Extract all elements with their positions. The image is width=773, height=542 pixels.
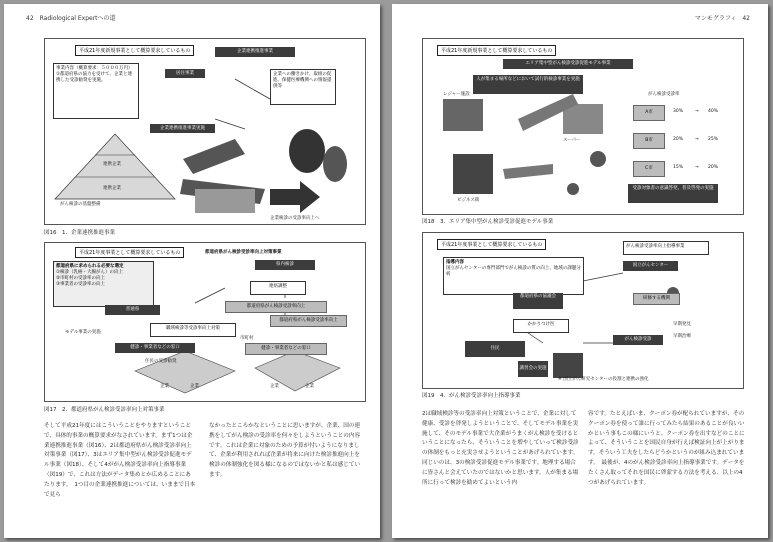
figure-19-guide [443, 257, 584, 295]
figure-19 [422, 232, 744, 389]
figure-17-list-item: ①検診（乳癌・大腸がん）の向上 [56, 270, 124, 275]
figure-18-rate-arrow: → [695, 137, 699, 142]
figure-17-coordination: 連絡調整 [250, 281, 306, 295]
figure-16-left-text: ①都道府県の協力を受けて、企業と連携した受診勧奨を実施。 [56, 72, 132, 83]
figure-17-circle: 企業 [305, 384, 314, 389]
left-page-body-column-2 [209, 422, 364, 527]
figure-17-program: 都道府県がん検診受診率向上対策事業 [205, 250, 282, 255]
left-page-body-text-2: なかったところかなということに思いますが、企業、国の連携をしてがん検診の受診率を何々をしようということの内容です。これは企業に対象のための予算が付いようになりまして、企業が利用されれば企業が将来に向けた検診推進向上を検診の体制強化を図る様になるのではないかと私は感じています。 [209, 423, 361, 478]
left-running-header: 42 Radiological Expertへの道 [26, 15, 116, 22]
figure-16-arrow-text: 企業検診の受診率向上へ [270, 216, 320, 221]
left-page-body-column-1 [44, 422, 196, 527]
figure-17-list-item: ②市町村の受診率の向上 [56, 276, 106, 281]
right-page-body-text-2: 容です。たとえばいま、クーポン券が配られていますが、そのクーポン券を使って誰に行ってみたら結果のあることが良いいかという事もこの様にいうと、クーポン券を出すなどのことによって、そういうことを国民自身が行えば検証向上が上がります。そういう工夫をしたらどうかというのが組み込まれています。 最後が、4のがん検診受診率向上指導事業です。データをたくさん取ってそれを国民に啓蒙する方法を考える、以上の4つがあげられています。 [588, 411, 745, 486]
figure-16-left-heading: 事業内容（概算要求：５０００万円） [56, 66, 133, 71]
figure-18-building-label: ビジネス街 [457, 198, 480, 203]
figure-17-list-item: ③事業者の受診率の向上 [56, 282, 106, 287]
figure-18-rate-from: 20% [673, 137, 684, 142]
figure-18-site: C市 [633, 161, 665, 177]
figure-17-list [53, 261, 154, 307]
figure-19-dept-box: がん検診受診 [613, 335, 663, 345]
figure-18-caption: 図18 3．エリア集中型がん検診受診促進モデル事業 [422, 219, 554, 225]
left-page-body-text-1: そして平成21年度にはこういうことをやりますということで、具体的事業の概算要求がなされています。まず1つは企業連携推進事業（図16）、2は都道府県がん検診受診率向上対策事業（図17）、3はエリア集中型がん検診受診促進モデル事業（図18）、そして4ががん検診受診率向上指導事業（図19）で、これは方法がデータ集めとか広めることにあたります。 1つ目の企業連携推進については、いままで日本で見ら [44, 423, 196, 498]
figure-18 [422, 38, 744, 215]
right-page-body-column-1 [422, 410, 580, 528]
figure-17-caption: 図17 2．都道府県がん検診受診率向上対策事業 [44, 407, 165, 413]
figure-16-left-box [53, 63, 139, 119]
figure-18-rate-title: がん検診受診率 [648, 92, 680, 97]
figure-18-rate-from: 15% [673, 165, 684, 170]
figure-17-municipal-label: 市町村 [240, 336, 254, 341]
figure-19-bottom-box: 講習会の実施 [518, 361, 548, 377]
right-running-header: マンモグラフィ 42 [694, 15, 750, 22]
figure-16-title: 平成21年度新規事業として概算要求しているもの [75, 45, 194, 56]
figure-17-title: 平成21年度事業として概算要求しているもの [75, 247, 184, 258]
figure-17-center-box: 職域検診等受診率向上対策 [150, 323, 236, 337]
right-page [392, 4, 768, 538]
figure-17-left-dark: 健診・事業者などの窓口 [115, 343, 195, 353]
figure-18-site: B市 [633, 133, 665, 149]
figure-19-guide-text: 国立がんセンターの専門部門でがん検診の質の向上、地域の課題分析 [446, 266, 581, 277]
figure-17-model-label: モデル事業の実施 [65, 330, 101, 335]
figure-17 [44, 242, 366, 402]
figure-19-local-box: かかりつけ医 [513, 319, 569, 333]
figure-19-title: 平成21年度事業として概算要求しているもの [437, 239, 546, 250]
right-page-body-column-2 [588, 410, 746, 528]
figure-16-bottom-box: 企業連携推進事業実施 [150, 124, 215, 133]
figure-17-circle: 企業 [160, 384, 169, 389]
figure-18-program: エリア集中型がん検診受診促進モデル事業 [503, 59, 633, 69]
figure-18-rate-arrow: → [695, 109, 699, 114]
figure-18-building-label: レジャー施設 [443, 92, 470, 97]
left-page [4, 4, 380, 538]
figure-18-title: 平成21年度新規事業として概算要求しているもの [437, 45, 556, 56]
figure-19-right-item: 早期発見 [673, 322, 691, 327]
figure-19-guide-title: 指導内容 [446, 260, 464, 265]
figure-16-pyramid-left: がん検診の基盤整備 [60, 202, 101, 207]
figure-18-bottom-box: 受診対象者の意識啓発、普及啓発の実施 [628, 184, 718, 203]
figure-18-rate-arrow: → [695, 165, 699, 170]
figure-16-mid-box: 居住事業 [165, 69, 205, 78]
figure-19-residents: 住民 [465, 341, 525, 357]
figure-19-right-item: 早期治療 [673, 334, 691, 339]
figure-19-pref-box: 都道府県の協議会 [513, 293, 563, 309]
figure-16 [44, 38, 366, 225]
figure-17-right-dark: 健診・事業者などの窓口 [245, 343, 327, 355]
figure-18-rate-to: 25% [708, 137, 719, 142]
figure-17-sub-title: 住民の受診勧奨 [145, 359, 177, 364]
figure-17-promo-box: 都道府県がん検診受診率向上 [270, 315, 347, 327]
figure-18-rate-to: 20% [708, 165, 719, 170]
figure-17-left-label: 普通県 [105, 305, 160, 315]
figure-17-upper-box: 都道府県がん検診受診率向上 [225, 301, 327, 313]
figure-19-center-box: 国立がんセンター [623, 261, 678, 271]
figure-16-caption: 図16 1．企業連携推進事業 [44, 230, 115, 236]
figure-18-site: A市 [633, 105, 665, 121]
figure-18-rate-to: 40% [708, 109, 719, 114]
figure-16-program: 企業連携推進事業 [215, 47, 295, 57]
figure-17-circle: 企業 [190, 384, 199, 389]
figure-19-program: がん検診受診率向上指導事業 [623, 241, 709, 255]
figure-19-caption: 図19 4．がん検診受診率向上指導事業 [422, 393, 521, 399]
figure-16-pyramid-top: 連携企業 [103, 162, 121, 167]
figure-17-pref-box: 県内検診 [255, 260, 315, 270]
figure-16-pyramid-bottom: 連携企業 [103, 186, 121, 191]
figure-19-support-box: 研修する機関 [633, 293, 680, 305]
figure-18-building-label: スーパー [563, 138, 581, 143]
figure-17-circle: 企業 [270, 384, 279, 389]
figure-17-list-title: 都道府県に求められる必要な選定 [56, 264, 124, 269]
figure-19-footer-note: ※ 国立がん研究センターの役割と連携の強化 [558, 377, 649, 382]
figure-16-right-box: 企業への働きかけ、取組の促進、保健医療機関への情報提供等 [270, 69, 336, 105]
right-page-body-text-1: 2は職域検診等の受診率向上対策ということで、企業に対して健康、受診を啓発しようということで、そしてモデル事業を実施して、そのモデル事業で大企業がうまくがん検診を受けるということになったら、そういうことを増やしていって検診受診の体制をもっと充実させようということがあげられています。 同じいのは、3の検診受診促進モデル事業です。地理する場合に皆さんと会えていたのではないかと思います。人が集まる場所に行って検診を勧めてよいという内 [422, 411, 581, 486]
figure-18-rate-from: 30% [673, 109, 684, 114]
figure-18-banner: 人が集まる場所などにおいて試行的検診事業を実施 [473, 75, 583, 94]
